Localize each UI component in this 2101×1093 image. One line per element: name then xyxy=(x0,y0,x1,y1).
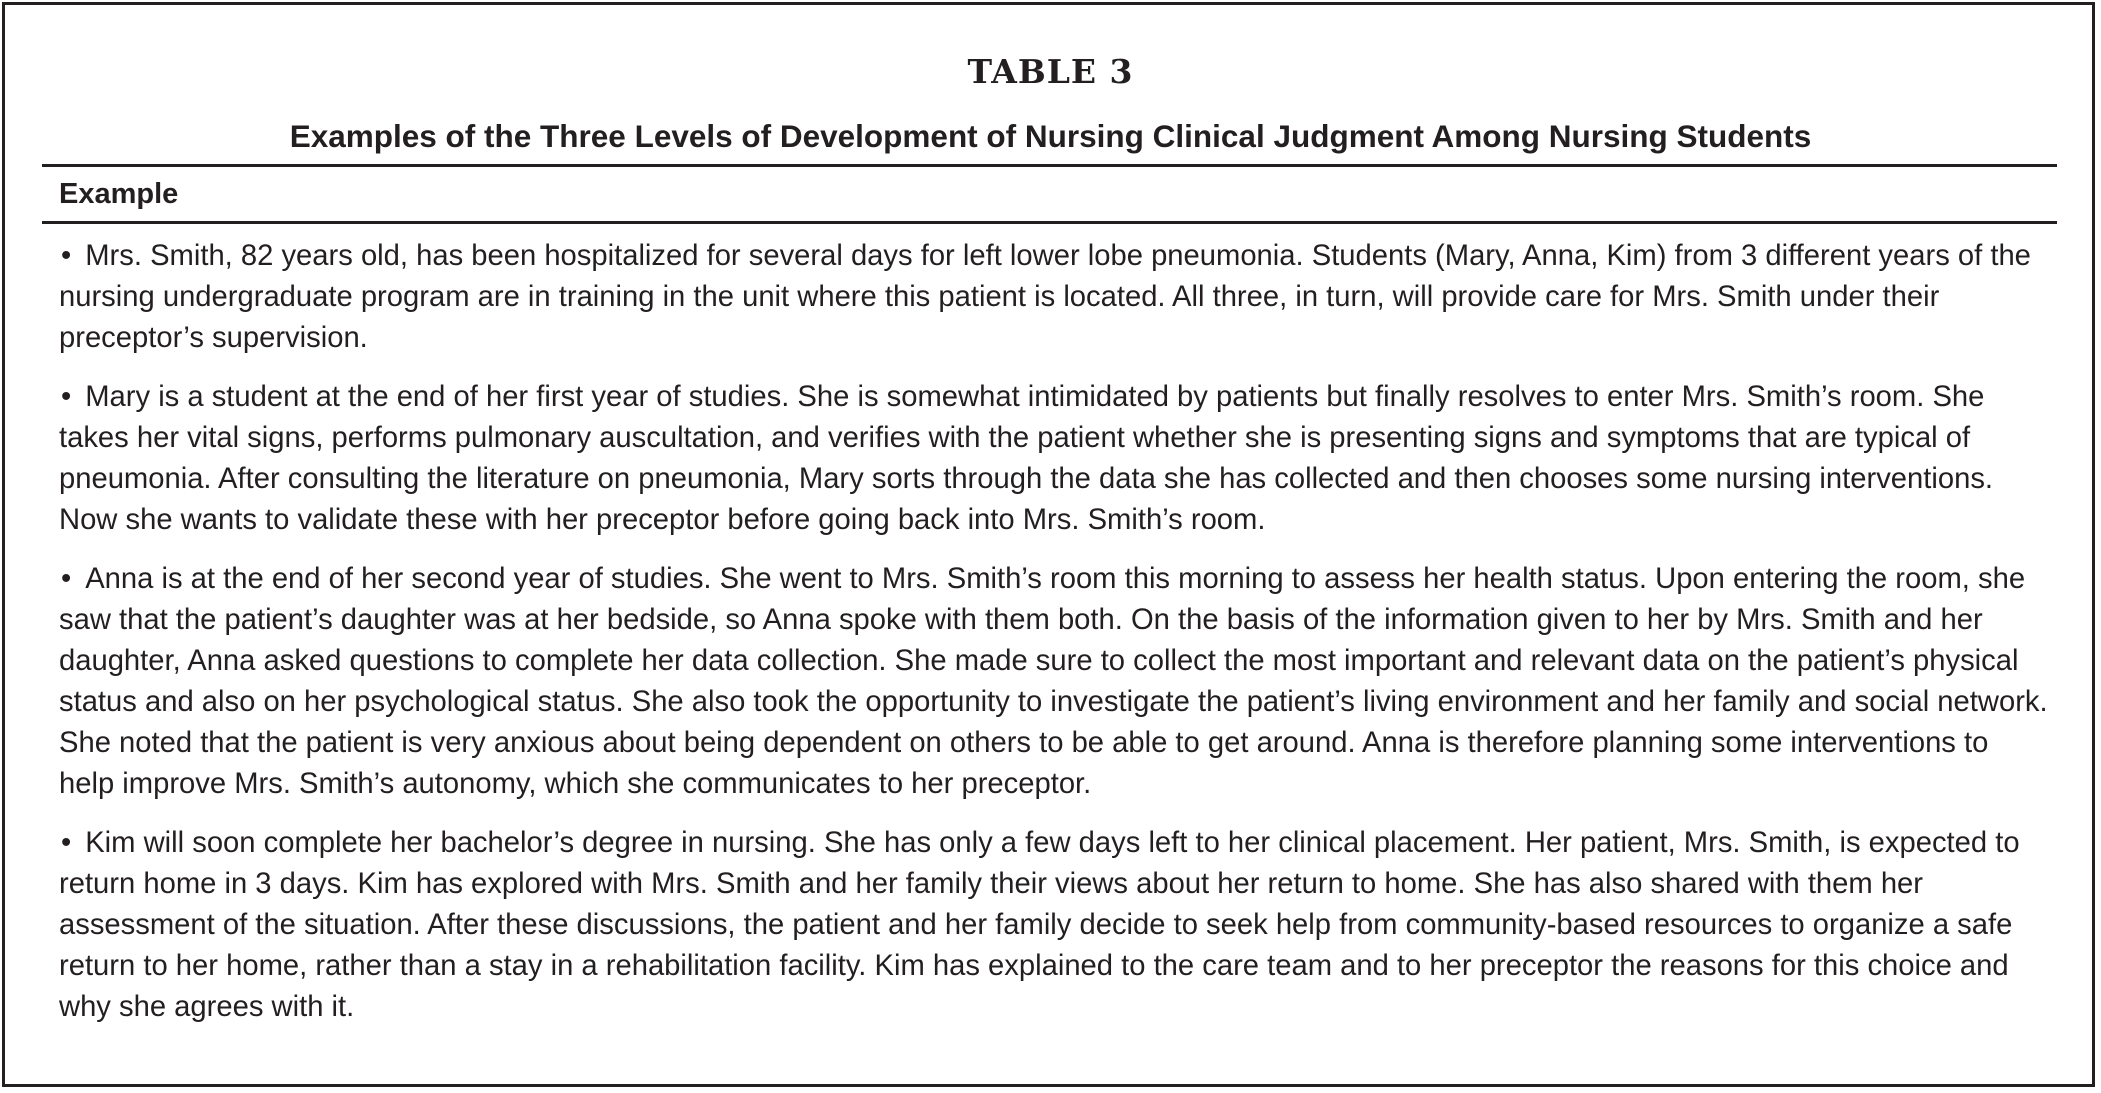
table-row xyxy=(59,823,2049,1028)
table-row xyxy=(59,559,2049,805)
column-header-example: Example xyxy=(59,178,179,210)
row-text: Mary is a student at the end of her first year of studies. She is somewhat intimidated by patients but finally resolves to enter Mrs. Smith’s room. She takes her vital signs, performs pulmonary auscultation, and verifies with the patient whether she is presenting signs and symptoms that are typical of pneumonia. After consulting the literature on pneumonia, Mary sorts through the data she has collected and then chooses some nursing interventions. Now she wants to validate these with her preceptor before going back into Mrs. Smith’s room. xyxy=(59,381,1994,536)
top-rule xyxy=(42,164,2057,167)
table-title: Examples of the Three Levels of Development of Nursing Clinical Judgment Among Nursing Students xyxy=(289,118,1812,154)
bullet-icon: • xyxy=(61,827,72,859)
bullet-icon: • xyxy=(61,381,72,413)
row-text: Mrs. Smith, 82 years old, has been hospitalized for several days for left lower lobe pneumonia. Students (Mary, Anna, Kim) from 3 different years of the nursing undergraduate program are in training in the unit where this patient is located. All three, in turn, will provide care for Mrs. Smith under their preceptor’s supervision. xyxy=(59,240,2031,354)
row-text: Anna is at the end of her second year of studies. She went to Mrs. Smith’s room this morning to assess her health status. Upon entering the room, she saw that the patient’s daughter was at her bedside, so Anna spoke with them both. On the basis of the information given to her by Mrs. Smith and her daughter, Anna asked questions to complete her data collection. She made sure to collect the most important and relevant data on the patient’s physical status and also on her psychological status. She also took the opportunity to investigate the patient’s living environment and her family and social network. She noted that the patient is very anxious about being dependent on others to be able to get around. Anna is therefore planning some interventions to help improve Mrs. Smith’s autonomy, which she communicates to her preceptor. xyxy=(59,563,2048,800)
table-body xyxy=(59,236,2049,1046)
table-label: TABLE 3 xyxy=(967,52,1134,91)
header-rule xyxy=(42,221,2057,224)
bullet-icon: • xyxy=(61,240,72,272)
row-text: Kim will soon complete her bachelor’s degree in nursing. She has only a few days left to her clinical placement. Her patient, Mrs. Smith, is expected to return home in 3 days. Kim has explored with Mrs. Smith and her family their views about her return to home. She has also shared with them her assessment of the situation. After these discussions, the patient and her family decide to seek help from community-based resources to organize a safe return to her home, rather than a stay in a rehabilitation facility. Kim has explained to the care team and to her preceptor the reasons for this choice and why she agrees with it. xyxy=(59,827,2020,1023)
table-row xyxy=(59,236,2049,359)
table-row xyxy=(59,377,2049,541)
bullet-icon: • xyxy=(61,563,72,595)
